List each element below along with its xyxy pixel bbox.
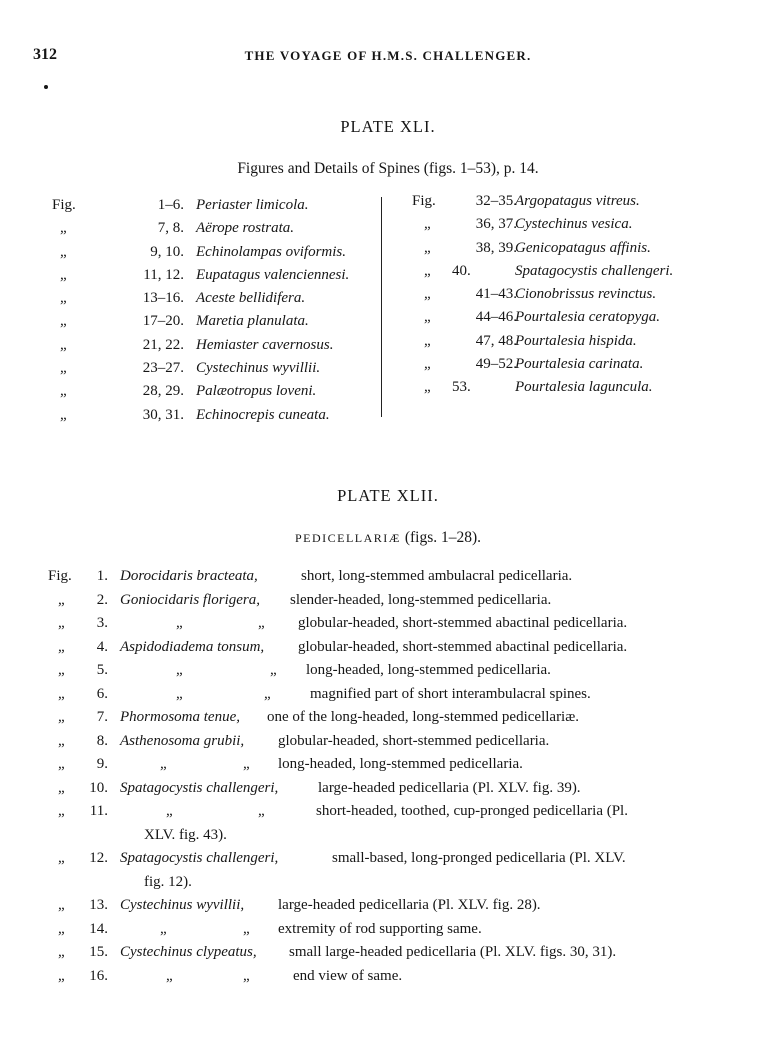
species-name: Goniocidaris florigera, (120, 591, 261, 608)
plate-41-right-column (412, 193, 742, 403)
ditto-mark: „ (58, 709, 65, 725)
plate-41-left-column (52, 197, 372, 430)
description: end view of same. (293, 967, 403, 984)
figure-numbers: 38, 39. (475, 239, 517, 256)
species-name: Maretia planulata. (196, 313, 309, 330)
species-name: Pourtalesia ceratopyga. (515, 309, 660, 326)
ditto-mark: „ (258, 803, 265, 819)
ditto-mark: „ (176, 615, 183, 631)
ditto-mark: „ (58, 897, 65, 913)
ditto-mark: „ (166, 967, 173, 984)
fig-label: Fig. (48, 568, 72, 584)
description: long-headed, long-stemmed pedicellaria. (306, 662, 551, 678)
figure-numbers: 36, 37. (475, 216, 517, 233)
figure-number: 16. (89, 967, 108, 984)
ditto-mark: „ (60, 313, 67, 330)
species-name: Aspidodiadema tonsum, (120, 638, 265, 655)
description: large-headed pedicellaria (Pl. XLV. fig. 28). (278, 897, 541, 913)
species-name: Pourtalesia hispida. (515, 332, 637, 349)
list-item (412, 193, 742, 216)
species-name: Phormosoma tenue, (120, 709, 240, 725)
ditto-mark: „ (60, 383, 67, 400)
running-head: THE VOYAGE OF H.M.S. CHALLENGER. (244, 48, 532, 63)
ditto-mark: „ (264, 685, 271, 702)
species-name: Cystechinus clypeatus, (120, 944, 257, 960)
figure-number: 5. (96, 662, 108, 678)
list-item (52, 290, 372, 313)
list-item (48, 968, 738, 992)
description: one of the long-headed, long-stemmed pedicellariæ. (267, 709, 579, 725)
ditto-mark: „ (424, 286, 431, 303)
figure-number: 13. (89, 897, 108, 913)
species-name: Hemiaster cavernosus. (196, 336, 334, 353)
column-divider (381, 197, 382, 417)
list-item (412, 286, 742, 309)
list-item (52, 313, 372, 336)
figure-numbers: 13–16. (142, 290, 184, 307)
figure-number: 2. (96, 591, 108, 608)
list-item (52, 220, 372, 243)
ditto-mark: „ (424, 262, 431, 279)
description: short-headed, toothed, cup-pronged pedicellaria (Pl. (316, 803, 628, 819)
ditto-mark: „ (424, 216, 431, 233)
list-item (412, 356, 742, 379)
list-item (52, 337, 372, 360)
list-item (52, 360, 372, 383)
figure-number: 15. (89, 944, 108, 960)
ditto-mark: „ (243, 756, 250, 772)
ditto-mark: „ (424, 239, 431, 256)
ditto-mark: „ (60, 290, 67, 307)
fig-label: Fig. (412, 193, 436, 209)
description-continued: XLV. fig. 43). (144, 826, 227, 843)
list-item (52, 197, 372, 220)
figure-number: 6. (96, 685, 108, 702)
list-item (412, 240, 742, 263)
plate-41-title: PLATE XLI. (340, 117, 436, 136)
list-item (48, 780, 738, 804)
species-name: Argopatagus vitreus. (515, 193, 640, 209)
figure-numbers: 23–27. (142, 360, 184, 377)
plate-42-title: PLATE XLII. (337, 486, 439, 505)
species-name: Eupatagus valenciennesi. (196, 266, 350, 283)
species-name: Pourtalesia laguncula. (515, 379, 653, 396)
species-name: Cystechinus vesica. (515, 216, 633, 233)
list-item (48, 756, 738, 780)
list-item (48, 592, 738, 616)
figure-number: 1. (96, 568, 108, 584)
ditto-mark: „ (58, 615, 65, 631)
species-name: Echinolampas oviformis. (196, 243, 346, 260)
figure-numbers: 49–52. (475, 356, 517, 373)
ditto-mark: „ (424, 309, 431, 326)
subtitle-figs: (figs. 1–28). (400, 529, 482, 546)
figure-numbers: 40. (452, 262, 471, 279)
ditto-mark: „ (58, 779, 65, 796)
species-name: Pourtalesia carinata. (515, 356, 644, 373)
species-name: Aceste bellidifera. (196, 290, 306, 307)
ditto-mark: „ (58, 850, 65, 866)
ditto-mark: „ (58, 685, 65, 702)
ditto-mark: „ (60, 266, 67, 283)
figure-numbers: 1–6. (157, 197, 184, 213)
ditto-mark: „ (176, 662, 183, 678)
list-item (52, 383, 372, 406)
list-item (412, 309, 742, 332)
ditto-mark: „ (270, 662, 277, 678)
ditto-mark: „ (160, 756, 167, 772)
plate-42-list (48, 568, 738, 991)
description-continued: fig. 12). (144, 873, 192, 890)
page-number: 312 (33, 46, 57, 63)
ditto-mark: „ (58, 944, 65, 960)
species-name: Echinocrepis cuneata. (196, 406, 330, 423)
species-name: Dorocidaris bracteata, (120, 568, 258, 584)
ditto-mark: „ (58, 756, 65, 772)
species-name: Cystechinus wyvillii, (120, 897, 245, 913)
description: extremity of rod supporting same. (278, 920, 482, 937)
ditto-mark: „ (58, 967, 65, 984)
figure-numbers: 17–20. (142, 313, 184, 330)
ditto-mark: „ (258, 615, 265, 631)
figure-number: 14. (89, 920, 108, 937)
figure-numbers: 30, 31. (142, 406, 184, 423)
speck-dot (44, 85, 48, 89)
figure-number: 9. (96, 756, 108, 772)
figure-numbers: 21, 22. (142, 336, 184, 353)
description: globular-headed, short-stemmed pedicellaria. (278, 732, 550, 749)
description: short, long-stemmed ambulacral pedicellaria. (301, 568, 573, 584)
species-name: Spatagocystis challengeri, (120, 850, 279, 866)
species-name: Spatagocystis challengeri, (120, 779, 279, 796)
species-name: Genicopatagus affinis. (515, 239, 651, 256)
ditto-mark: „ (60, 336, 67, 353)
list-item (48, 615, 738, 639)
figure-number: 12. (89, 850, 108, 866)
description: slender-headed, long-stemmed pedicellaria. (290, 591, 552, 608)
ditto-mark: „ (60, 220, 67, 237)
plate-42-subtitle (0, 529, 776, 547)
list-item (48, 897, 738, 921)
ditto-mark: „ (60, 243, 67, 260)
description: large-headed pedicellaria (Pl. XLV. fig. 39). (318, 779, 581, 796)
list-item (48, 733, 738, 757)
ditto-mark: „ (243, 920, 250, 937)
description: magnified part of short interambulacral spines. (310, 685, 591, 702)
ditto-mark: „ (58, 803, 65, 819)
figure-numbers: 41–43. (475, 286, 517, 303)
ditto-mark: „ (243, 967, 250, 984)
description: globular-headed, short-stemmed abactinal pedicellaria. (298, 615, 628, 631)
figure-number: 7. (96, 709, 108, 725)
list-item (52, 407, 372, 430)
list-item (48, 686, 738, 710)
figure-numbers: 28, 29. (142, 383, 184, 400)
description: globular-headed, short-stemmed abactinal pedicellaria. (298, 638, 628, 655)
list-item (48, 850, 738, 897)
list-item (48, 709, 738, 733)
list-item (412, 216, 742, 239)
species-name: Periaster limicola. (196, 197, 309, 213)
ditto-mark: „ (58, 662, 65, 678)
figure-numbers: 9, 10. (150, 243, 184, 260)
list-item (48, 639, 738, 663)
ditto-mark: „ (58, 591, 65, 608)
species-name: Aërope rostrata. (196, 220, 295, 237)
ditto-mark: „ (424, 332, 431, 349)
subtitle-smallcaps: PEDICELLARIÆ (294, 531, 401, 545)
ditto-mark: „ (424, 379, 431, 396)
list-item (48, 662, 738, 686)
figure-numbers: 11, 12. (143, 266, 184, 283)
ditto-mark: „ (160, 920, 167, 937)
figure-number: 10. (89, 779, 108, 796)
description: small large-headed pedicellaria (Pl. XLV. figs. 30, 31). (289, 944, 617, 960)
ditto-mark: „ (60, 360, 67, 377)
list-item (412, 379, 742, 402)
figure-numbers: 7, 8. (157, 220, 184, 237)
list-item (412, 263, 742, 286)
figure-number: 11. (89, 803, 108, 819)
list-item (48, 921, 738, 945)
ditto-mark: „ (58, 638, 65, 655)
ditto-mark: „ (176, 685, 183, 702)
fig-label: Fig. (52, 197, 76, 213)
figure-number: 4. (96, 638, 108, 655)
figure-numbers: 47, 48. (475, 332, 517, 349)
figure-numbers: 44–46. (475, 309, 517, 326)
species-name: Cionobrissus revinctus. (515, 286, 657, 303)
species-name: Palæotropus loveni. (196, 383, 317, 400)
species-name: Spatagocystis challengeri. (515, 262, 674, 279)
list-item (48, 944, 738, 968)
list-item (48, 803, 738, 850)
species-name: Cystechinus wyvillii. (196, 360, 321, 377)
ditto-mark: „ (424, 356, 431, 373)
ditto-mark: „ (58, 732, 65, 749)
figure-number: 8. (96, 732, 108, 749)
list-item (412, 333, 742, 356)
figure-number: 3. (96, 615, 108, 631)
description: long-headed, long-stemmed pedicellaria. (278, 756, 523, 772)
ditto-mark: „ (166, 803, 173, 819)
plate-41-subtitle: Figures and Details of Spines (figs. 1–53), p. 14. (237, 160, 539, 177)
figure-numbers: 32–35. (475, 193, 517, 209)
list-item (48, 568, 738, 592)
description: small-based, long-pronged pedicellaria (Pl. XLV. (332, 850, 626, 866)
figure-numbers: 53. (452, 379, 471, 396)
list-item (52, 244, 372, 267)
ditto-mark: „ (58, 920, 65, 937)
ditto-mark: „ (60, 406, 67, 423)
list-item (52, 267, 372, 290)
species-name: Asthenosoma grubii, (120, 732, 245, 749)
